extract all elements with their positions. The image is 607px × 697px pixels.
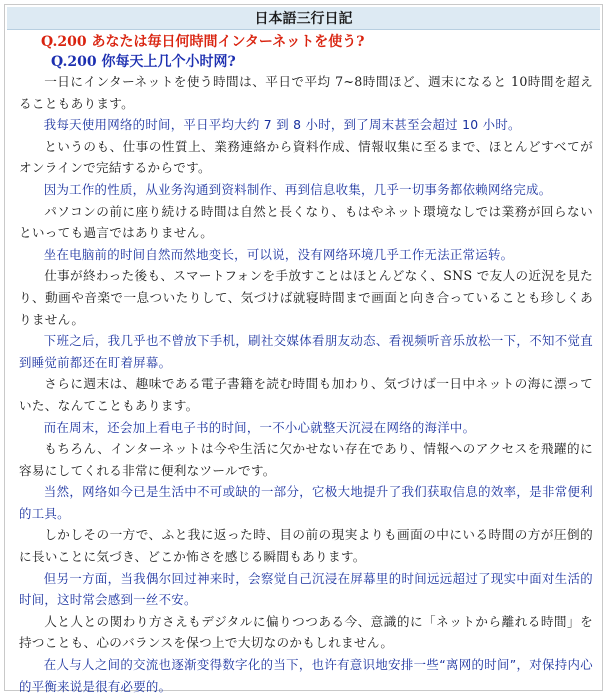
paragraph-japanese: もちろん、インターネットは今や生活に欠かせない存在であり、情報へのアクセスを飛躍的に容易にしてくれる非常に便利なツールです。 <box>19 441 593 478</box>
paragraph-chinese: 而在周末，还会加上看电子书的时间，一不小心就整天沉浸在网络的海洋中。 <box>43 419 476 435</box>
paragraph-japanese: パソコンの前に座り続ける時間は自然と長くなり、もはやネット環境なしでは業務が回らないといっても過言ではありません。 <box>19 203 593 241</box>
page-title: 日本語三行日記 <box>254 11 353 27</box>
paragraph-japanese: 人と人との関わり方さえもデジタルに偏りつつある今、意識的に「ネットから離れる時間」を持つことも、心のバランスを保つ上で大切なのかもしれません。 <box>19 613 593 651</box>
diary-body <box>19 71 593 697</box>
paragraph-japanese: 一日にインターネットを使う時間は、平日で平均 7~8時間ほど、週末になると 10時間を超えることもあります。 <box>19 74 593 111</box>
question-japanese: Q.200 あなたは毎日何時間インターネットを使う? <box>41 34 365 50</box>
paragraph-japanese: しかしその一方で、ふと我に返った時、目の前の現実よりも画面の中にいる時間の方が圧倒的に長いことに気づき、どこか怖さを感じる瞬間もあります。 <box>19 527 593 565</box>
paragraph-japanese: 仕事が終わった後も、スマートフォンを手放すことはほとんどなく、SNS で友人の近況を見たり、動画や音楽で一息ついたりして、気づけば就寝時間まで画面と向き合っていることも珍しくありません。 <box>19 268 593 327</box>
title-bar <box>7 7 600 30</box>
diary-panel <box>4 4 603 694</box>
paragraph-chinese: 坐在电脑前的时间自然而然地变长，可以说，没有网络环境几乎工作无法正常运转。 <box>43 246 514 262</box>
paragraph-japanese: さらに週末は、趣味である電子書籍を読む時間も加わり、気づけば一日中ネットの海に漂っていた、なんてこともあります。 <box>19 376 593 413</box>
paragraph-chinese: 在人与人之间的交流也逐渐变得数字化的当下，也许有意识地安排一些“离网的时间”，对保持内心的平衡来说是很有必要的。 <box>19 657 593 694</box>
paragraph-chinese: 但另一方面，当我偶尔回过神来时，会察觉自己沉浸在屏幕里的时间远远超过了现实中面对生活的时间，这时常会感到一丝不安。 <box>19 570 593 608</box>
paragraph-chinese: 我每天使用网络的时间，平日平均大约 7 到 8 小时，到了周末甚至会超过 10 小时。 <box>43 117 521 133</box>
paragraph-chinese: 因为工作的性质，从业务沟通到资料制作、再到信息收集，几乎一切事务都依赖网络完成。 <box>43 181 552 197</box>
question-chinese: Q.200 你每天上几个小时网? <box>51 54 236 70</box>
paragraph-chinese: 当然，网络如今已是生活中不可或缺的一部分，它极大地提升了我们获取信息的效率，是非常便利的工具。 <box>19 484 593 521</box>
paragraph-japanese: というのも、仕事の性質上、業務連絡から資料作成、情報収集に至るまで、ほとんどすべてがオンラインで完結するからです。 <box>19 138 593 176</box>
paragraph-chinese: 下班之后，我几乎也不曾放下手机，刷社交媒体看朋友动态、看视频听音乐放松一下，不知不觉直到睡觉前都还在盯着屏幕。 <box>19 333 593 370</box>
